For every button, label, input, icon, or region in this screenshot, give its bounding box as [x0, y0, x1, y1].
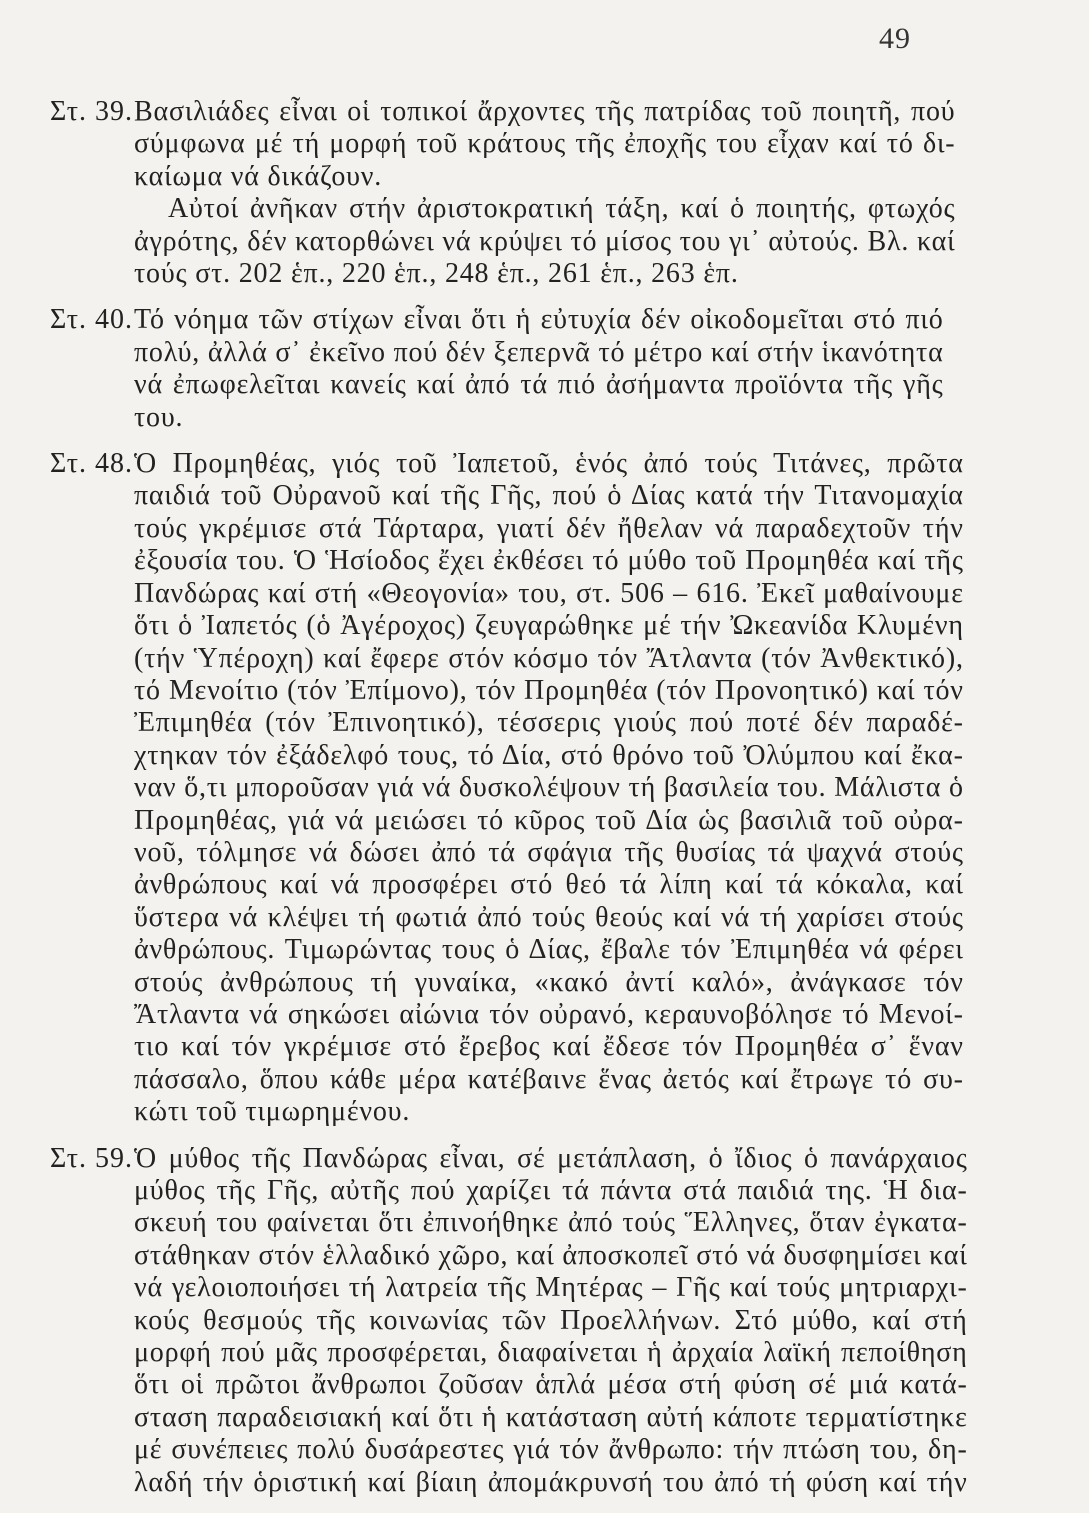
- text-line: μέ συνέπειες πολύ δυσάρεστες γιά τόν ἄνθρωπο: τήν πτώση του, δη-: [134, 1434, 968, 1466]
- text-line: σύμφωνα μέ τή μορφή τοῦ κράτους τῆς ἐποχῆς του εἶχαν καί τό δι-: [134, 128, 956, 160]
- note-body: [134, 448, 964, 1129]
- text-line: νά ἐπωφελεῖται κανείς καί ἀπό τά πιό ἀσήμαντα προϊόντα τῆς γῆς: [134, 369, 944, 401]
- verse-reference: Στ. 48.: [50, 448, 134, 480]
- text-line: κούς θεσμούς τῆς κοινωνίας τῶν Προελλήνων. Στό μύθο, καί στή: [134, 1304, 968, 1336]
- text-line: ναν ὅ,τι μποροῦσαν γιά νά δυσκολέψουν τή βασιλεία του. Μάλιστα ὁ: [134, 772, 964, 804]
- text-line: Πανδώρας καί στή «Θεογονία» του, στ. 506 – 616. Ἐκεῖ μαθαίνουμε: [134, 577, 964, 609]
- text-line: χτηκαν τόν ἐξάδελφό τους, τό Δία, στό θρόνο τοῦ Ὀλύμπου καί ἔκα-: [134, 739, 964, 771]
- text-line: πάσσαλο, ὅπου κάθε μέρα κατέβαινε ἕνας ἀετός καί ἔτρωγε τό συ-: [134, 1063, 964, 1095]
- text-line: ὅτι οἱ πρῶτοι ἄνθρωποι ζοῦσαν ἁπλά μέσα στή φύση σέ μιά κατά-: [134, 1369, 968, 1401]
- text-line: καίωμα νά δικάζουν.: [134, 160, 383, 192]
- text-line: πολύ, ἀλλά σ᾿ ἐκεῖνο πού δέν ξεπερνᾶ τό μέτρο καί στήν ἱκανότητα: [134, 336, 944, 368]
- text-line: τιο καί τόν γκρέμισε στό ἔρεβος καί ἔδεσε τόν Προμηθέα σ᾿ ἕναν: [134, 1031, 964, 1063]
- text-line: ἀνθρώπους. Τιμωρώντας τους ὁ Δίας, ἔβαλε τόν Ἐπιμηθέα νά φέρει: [134, 934, 964, 966]
- commentary-note: [50, 96, 956, 290]
- text-line: παιδιά τοῦ Οὐρανοῦ καί τῆς Γῆς, πού ὁ Δίας κατά τήν Τιτανομαχία: [134, 480, 964, 512]
- text-line: ὕστερα νά κλέψει τή φωτιά ἀπό τούς θεούς καί νά τή χαρίσει στούς: [134, 901, 964, 933]
- text-line: νά γελοιοποιήσει τή λατρεία τῆς Μητέρας – Γῆς καί τούς μητριαρχι-: [134, 1272, 968, 1304]
- text-line: ὅτι ὁ Ἰαπετός (ὁ Ἀγέροχος) ζευγαρώθηκε μέ τήν Ὠκεανίδα Κλυμένη: [134, 610, 964, 642]
- text-line: μύθος τῆς Γῆς, αὐτῆς πού χαρίζει τά πάντα στά παιδιά της. Ἡ δια-: [134, 1175, 968, 1206]
- text-line: σκευή του φαίνεται ὅτι ἐπινοήθηκε ἀπό τούς Ἕλληνες, ὅταν ἐγκατα-: [134, 1207, 968, 1239]
- text-line: λαδή τήν ὁριστική καί βίαιη ἀπομάκρυνσή του ἀπό τή φύση καί τήν: [134, 1466, 968, 1498]
- text-line: νοῦ, τόλμησε νά δώσει ἀπό τά σφάγια τῆς θυσίας τά ψαχνά στούς: [134, 836, 964, 868]
- note-body: [134, 304, 944, 434]
- text-line: στούς ἀνθρώπους τή γυναίκα, «κακό ἀντί καλό», ἀνάγκασε τόν: [134, 966, 964, 998]
- verse-reference: Στ. 40.: [50, 304, 134, 336]
- text-line: στάθηκαν στόν ἑλλαδικό χῶρο, καί ἀποσκοπεῖ στό νά δυσφημίσει καί: [134, 1239, 968, 1271]
- text-line: Ἐπιμηθέα (τόν Ἐπινοητικό), τέσσερις γιούς πού ποτέ δέν παραδέ-: [134, 707, 964, 739]
- text-line: Προμηθέας, γιά νά μειώσει τό κῦρος τοῦ Δία ὡς βασιλιᾶ τοῦ οὐρα-: [134, 804, 964, 836]
- text-line: Ὁ Προμηθέας, γιός τοῦ Ἰαπετοῦ, ἑνός ἀπό τούς Τιτάνες, πρῶτα: [134, 448, 964, 480]
- text-line: Τό νόημα τῶν στίχων εἶναι ὅτι ἡ εὐτυχία δέν οἰκοδομεῖται στό πιό: [134, 304, 944, 336]
- text-line: του.: [134, 401, 184, 433]
- text-line: Βασιλιάδες εἶναι οἱ τοπικοί ἄρχοντες τῆς πατρίδας τοῦ ποιητῆ, πού: [134, 96, 956, 127]
- note-body: [134, 1143, 968, 1499]
- text-line: Ὁ μύθος τῆς Πανδώρας εἶναι, σέ μετάπλαση, ὁ ἴδιος ὁ πανάρχαιος: [134, 1142, 968, 1174]
- page-number: 49: [879, 22, 911, 55]
- text-line: (τήν Ὑπέροχη) καί ἔφερε στόν κόσμο τόν Ἄτλαντα (τόν Ἀνθεκτικό),: [134, 642, 964, 674]
- text-line: μορφή πού μᾶς προσφέρεται, διαφαίνεται ἡ ἀρχαία λαϊκή πεποίθηση: [134, 1337, 968, 1369]
- text-line: κώτι τοῦ τιμωρημένου.: [134, 1096, 411, 1128]
- commentary-note: [50, 1142, 968, 1499]
- text-line: σταση παραδεισιακή καί ὅτι ἡ κατάσταση αὐτή κάποτε τερματίστηκε: [134, 1401, 968, 1433]
- text-line: ἀγρότης, δέν κατορθώνει νά κρύψει τό μίσος του γι᾿ αὐτούς. Βλ. καί: [134, 225, 956, 257]
- note-body: [134, 96, 955, 290]
- text-line: Αὐτοί ἀνῆκαν στήν ἀριστοκρατική τάξη, καί ὁ ποιητής, φτωχός: [168, 193, 956, 225]
- text-line: τούς γκρέμισε στά Τάρταρα, γιατί δέν ἤθελαν νά παραδεχτοῦν τήν: [134, 512, 964, 544]
- commentary-note: [50, 304, 944, 434]
- commentary-notes: [50, 96, 968, 1513]
- text-line: ἀνθρώπους καί νά προσφέρει στό θεό τά λίπη καί τά κόκαλα, καί: [134, 869, 964, 901]
- text-line: Ἄτλαντα νά σηκώσει αἰώνια τόν οὐρανό, κεραυνοβόλησε τό Μενοί-: [134, 998, 964, 1030]
- verse-reference: Στ. 39.: [50, 96, 134, 127]
- text-line: τό Μενοίτιο (τόν Ἐπίμονο), τόν Προμηθέα (τόν Προνοητικό) καί τόν: [134, 674, 964, 706]
- text-line: τούς στ. 202 ἑπ., 220 ἑπ., 248 ἑπ., 261 ἑπ., 263 ἑπ.: [134, 258, 739, 290]
- text-line: ἐξουσία του. Ὁ Ἡσίοδος ἔχει ἐκθέσει τό μύθο τοῦ Προμηθέα καί τῆς: [134, 545, 964, 577]
- commentary-note: [50, 448, 964, 1129]
- verse-reference: Στ. 59.: [50, 1142, 134, 1174]
